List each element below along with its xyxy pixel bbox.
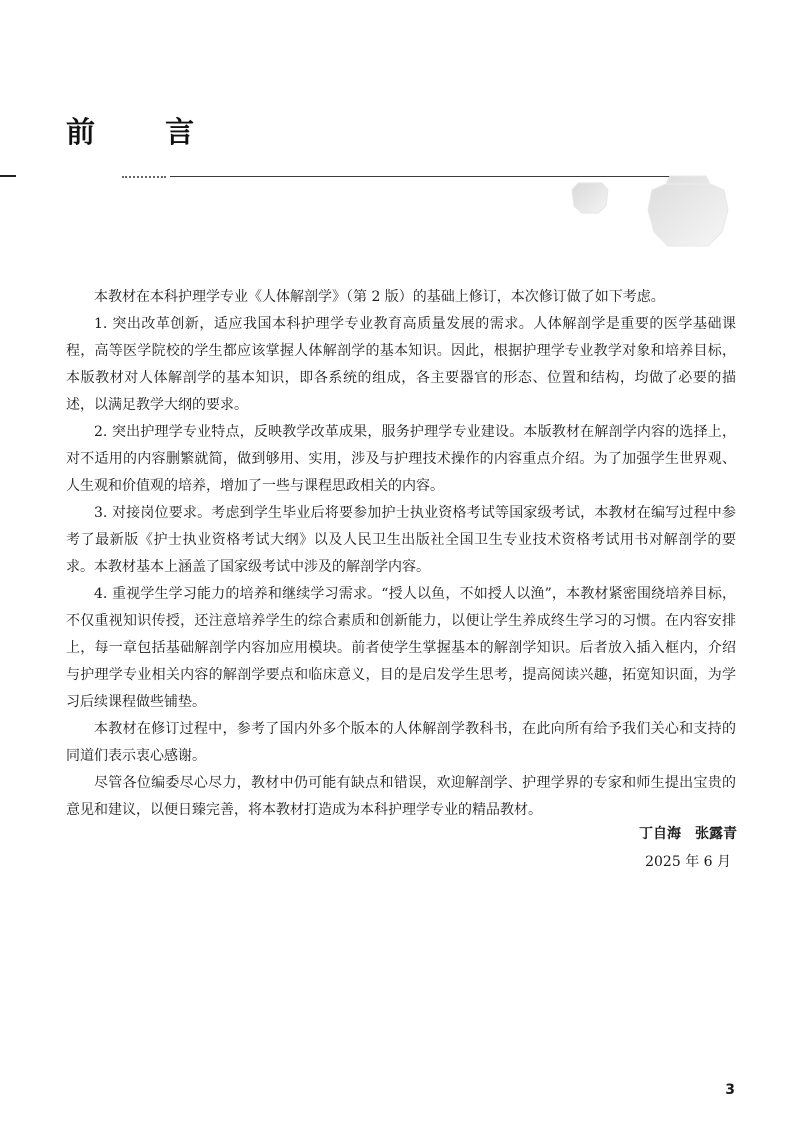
page-title: 前 言 (66, 115, 225, 149)
header-rule (170, 176, 680, 177)
pottery-vessel-icon (646, 174, 730, 250)
author-name: 张露青 (695, 826, 737, 842)
author-names (639, 820, 737, 848)
paragraph-point-3: 3. 对接岗位要求。考虑到学生毕业后将要参加护士执业资格考试等国家级考试，本教材在编写过程中参考了最新版《护士执业资格考试大纲》以及人民卫生出版社全国卫生专业技术资格考试用书对解剖学的要求。本教材基本上涵盖了国家级考试中涉及的解剖学内容。 (66, 505, 736, 575)
paragraph-intro: 本教材在本科护理学专业《人体解剖学》（第 2 版）的基础上修订，本次修订做了如下考虑。 (94, 289, 665, 305)
header-rule-dots (122, 176, 166, 178)
author-name: 丁自海 (639, 826, 681, 842)
page-number: 3 (725, 1082, 735, 1098)
signature-date: 2025 年 6 月 (645, 854, 731, 870)
preface-body (66, 284, 736, 824)
paragraph-acknowledgement: 本教材在修订过程中，参考了国内外多个版本的人体解剖学教科书，在此向所有给予我们关心和支持的同道们表示衷心感谢。 (66, 721, 736, 764)
paragraph-point-4: 4. 重视学生学习能力的培养和继续学习需求。“授人以鱼，不如授人以渔”，本教材紧密围绕培养目标，不仅重视知识传授，还注意培养学生的综合素质和创新能力，以便让学生养成终生学习的习惯。在内容安排上，每一章包括基础解剖学内容加应用模块。前者使学生掌握基本的解剖学知识。后者放入插入框内，介绍与护理学专业相关内容的解剖学要点和临床意义，目的是启发学生思考，提高阅读兴趣，拓宽知识面，为学习后续课程做些铺垫。 (66, 586, 736, 710)
header-rule-left (0, 175, 16, 177)
pottery-vessel-icon (568, 180, 612, 216)
paragraph-point-1: 1. 突出改革创新，适应我国本科护理学专业教育高质量发展的需求。人体解剖学是重要的医学基础课程，高等医学院校的学生都应该掌握人体解剖学的基本知识。因此，根据护理学专业教学对象和培养目标，本版教材对人体解剖学的基本知识，即各系统的组成，各主要器官的形态、位置和结构，均做了必要的描述，以满足教学大纲的要求。 (66, 316, 736, 413)
paragraph-closing: 尽管各位编委尽心尽力，教材中仍可能有缺点和错误，欢迎解剖学、护理学界的专家和师生提出宝贵的意见和建议，以便日臻完善，将本教材打造成为本科护理学专业的精品教材。 (66, 775, 736, 818)
paragraph-point-2: 2. 突出护理学专业特点，反映教学改革成果，服务护理学专业建设。本版教材在解剖学内容的选择上，对不适用的内容删繁就简，做到够用、实用，涉及与护理技术操作的内容重点介绍。为了加强学生世界观、人生观和价值观的培养，增加了一些与课程思政相关的内容。 (66, 424, 736, 494)
signature-block (639, 820, 737, 876)
